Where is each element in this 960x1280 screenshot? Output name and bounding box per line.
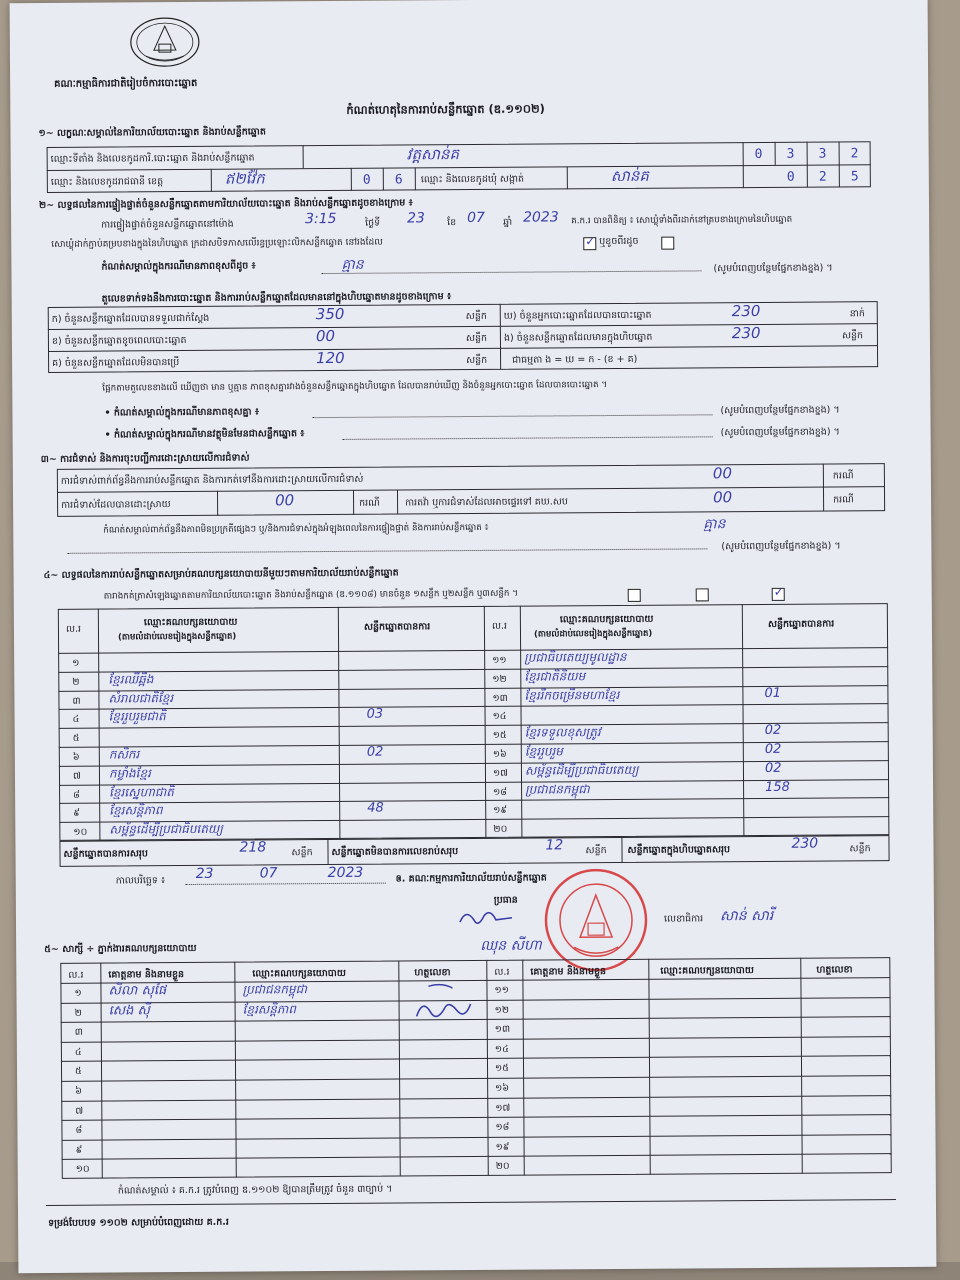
row-number: ៦ — [72, 751, 80, 763]
witness-signature-icon — [408, 980, 478, 1026]
total-invalid-value: 12 — [545, 837, 564, 854]
commune-code-2: 2 — [818, 169, 827, 185]
row-number: ៩ — [73, 808, 81, 820]
resolved-label: ការជំទាស់ដែលបានដោះស្រាយ — [61, 499, 171, 511]
objection-label: ការជំទាស់ពាក់ព័ន្ធនឹងការរាប់សន្លឹកឆ្នោត និងការកត់ទៅនឹងការដោះស្រាយលើការជំទាស់ — [60, 473, 364, 487]
province-code-2: 6 — [394, 172, 403, 188]
row-number: ១២ — [492, 673, 507, 685]
row-number: ២០ — [493, 823, 508, 836]
row-number: ១០ — [73, 826, 88, 838]
row-number: ១៧ — [495, 1102, 511, 1114]
location-code-2: 3 — [786, 146, 795, 162]
transferred-label: ការតវ៉ា ឬការជំទាស់ដែលអាចផ្ទេរទៅ គឃ.សប — [405, 496, 568, 509]
two-sheet-checkbox[interactable] — [696, 588, 709, 601]
province-value: ឥ២វ៉ែក — [224, 169, 265, 188]
discrepancy-line: ផ្អែកតាមតួលេខខាងលើ ឃើញថា មាន ឬគ្មាន ភាពខុសគ្នារវាងចំនួនសន្លឹកឆ្នោតក្នុងហិបឆ្នោត ដែលបានរាប់ឃើញ និងចំនួនអ្នកបោះឆ្នោត ដែលបានបោះឆ្នោត ។ — [102, 380, 608, 394]
unused-value: 120 — [316, 348, 345, 368]
form-paper — [10, 0, 937, 1273]
row-number: ២ — [72, 676, 80, 688]
results-col-no-right: ល.រ — [491, 620, 508, 632]
results-col-party-sub-right: (តាមលំដាប់លេខរៀងក្នុងសន្លឹកឆ្នោត) — [533, 628, 653, 640]
location-value: វត្តសាន់គ — [406, 145, 460, 164]
party-name: ខ្មែរទទួលខុសត្រូវ — [524, 725, 601, 740]
footnote: កំណត់សម្គាល់ ៖ គ.ក.រ ត្រូវបំពេញ ឌ.១១០២ ឱ្យបានត្រឹមត្រូវ ចំនួន ៣ច្បាប់ ។ — [117, 1183, 393, 1197]
row-number: ៣ — [74, 1026, 83, 1038]
tally-intro: តារាងកត់ត្រាសំឡេងឆ្នោតតាមការិយាល័យបោះឆ្នោត និងរាប់សន្លឹកឆ្នោត (ឌ.១១០៨) មានចំនួន ១សន្លឹក ឬ២សន្លឹក ឬ៣សន្លឹក ។ — [103, 588, 519, 602]
diff-note-value: គ្មាន — [341, 256, 364, 273]
transferred-value: 00 — [712, 488, 733, 507]
verify-year: 2023 — [523, 209, 559, 226]
fill-hint-3: (សូមបំពេញបន្ថែមផ្នែកខាងខ្នង) ។ — [720, 426, 840, 439]
row-number: ១១ — [494, 984, 509, 996]
secretary-label: លេខាធិការ — [663, 913, 704, 925]
chair-label: ប្រធាន — [493, 894, 518, 906]
date-day: 23 — [195, 865, 214, 882]
party-votes: 158 — [765, 779, 790, 795]
verify-month-label: ខែ — [447, 217, 457, 229]
committee-label: ឲ. គណៈកម្មការការិយាល័យរាប់សន្លឹកឆ្នោត — [395, 872, 547, 885]
witness-party: ខ្មែរសន្តិភាព — [242, 1001, 296, 1017]
row-number: ១៤ — [494, 1043, 509, 1055]
row-number: ១៣ — [494, 1023, 511, 1036]
row-number: ១៦ — [495, 1082, 510, 1094]
voters-unit: នាក់ — [849, 308, 865, 320]
row-number: ៩ — [75, 1144, 83, 1156]
received-label: ក) ចំនួនសន្លឹកឆ្នោតដែលបានទទួលជាក់ស្តែង — [51, 312, 210, 325]
witness-col-party-left: ឈ្មោះគណបក្សនយោបាយ — [252, 967, 346, 980]
row-number: ៤ — [74, 1046, 82, 1058]
resolved-value: 00 — [274, 491, 295, 510]
row-number: ១៨ — [495, 1121, 510, 1134]
in-box-unit: សន្លឹក — [841, 330, 864, 342]
official-seal-icon — [534, 867, 659, 974]
irregularity-note-value: គ្មាន — [703, 516, 726, 533]
form-title: កំណត់ហេតុនៃការរាប់សន្លឹកឆ្នោត (ឌ.១១០២) — [346, 101, 545, 117]
witness-col-name-left: គោត្តនាម និងនាមខ្លួន — [108, 969, 185, 981]
row-number: ៨ — [75, 1124, 83, 1136]
party-votes: 02 — [764, 723, 782, 739]
or-broken-label: ឬខូចពីរដូច — [599, 235, 639, 248]
row-number: ៥ — [72, 732, 80, 744]
results-totals — [59, 835, 889, 867]
total-box-unit: សន្លឹក — [849, 843, 871, 855]
secretary-name: សាន់ សារី — [719, 907, 774, 925]
spoiled-label: ខ) ចំនួនសន្លឹកឆ្នោតខូចពេលបោះឆ្នោត — [51, 334, 187, 347]
row-number: ១ — [74, 987, 82, 999]
row-number: ១០ — [75, 1164, 90, 1176]
section2-title: ២~ លទ្ធផលនៃការផ្ទៀងផ្ទាត់ចំនួនសន្លឹកឆ្នោតតាមការិយាល័យបោះឆ្នោត និងរាប់សន្លឹកឆ្នោតដូចខាងក្រោម ៖ — [38, 197, 413, 212]
verify-month: 07 — [467, 209, 485, 227]
witness-col-no-left: ល.រ — [68, 969, 84, 981]
section1-title: ១~ លក្ខណៈសម្គាល់នៃការិយាល័យបោះឆ្នោត និងរាប់សន្លឹកឆ្នោត — [38, 126, 266, 140]
in-box-label: ង) ចំនួនសន្លឹកឆ្នោតដែលមានក្នុងហិបឆ្នោត — [503, 331, 653, 344]
irregularity-note-label: កំណត់សម្គាល់ពាក់ព័ន្ធនឹងភាពមិនប្រក្រតីផ្សេងៗ ឬ/និងការជំទាស់ក្នុងអំឡុងពេលនៃការផ្ទៀងផ្ទាត់ និងការរាប់សន្លឹកឆ្នោត ៖ — [103, 522, 489, 536]
party-name: ខ្មែររួបរួមជាតិ — [108, 709, 166, 724]
location-code-3: 3 — [818, 146, 827, 162]
row-number: ១៩ — [495, 1141, 510, 1153]
row-number: ១៥ — [492, 729, 507, 742]
party-name: ខ្មែររួបរួម — [524, 744, 563, 759]
party-votes: 01 — [764, 685, 782, 701]
witness-name: សិលា សុផៃ — [108, 983, 167, 999]
received-value: 350 — [315, 304, 345, 324]
total-invalid-unit: សន្លឹក — [585, 845, 607, 857]
party-name: កម្លាំងខ្មែរ — [108, 766, 151, 781]
party-votes: 48 — [367, 801, 384, 817]
party-name: ខ្មែរសន្តិភាព — [109, 803, 163, 818]
results-col-votes-right: សន្លឹកឆ្នោតបានការ — [767, 618, 835, 630]
fill-hint-4: (សូមបំពេញបន្ថែមផ្នែកខាងខ្នង) ។ — [721, 540, 841, 553]
chair-name: ឈុន សីហា — [480, 937, 542, 954]
row-number: ៨ — [73, 789, 80, 801]
objection-value: 00 — [712, 464, 733, 483]
row-number: ១៩ — [493, 805, 508, 817]
verify-day: 23 — [407, 210, 425, 227]
row-number: ៧ — [75, 1105, 84, 1117]
section5-title: ៥~ សាក្សី ÷ ភ្នាក់ងារគណបក្សនយោបាយ — [44, 942, 197, 956]
party-votes: 02 — [764, 760, 782, 776]
total-invalid-label: សន្លឹកឆ្នោតមិនបានការលេខរាប់សរុប — [331, 846, 459, 858]
row-number: ១៥ — [494, 1063, 509, 1075]
row-number: ៧ — [72, 770, 81, 782]
location-code-4: 2 — [850, 146, 859, 162]
row-number: ៤ — [72, 714, 80, 726]
broken-checkbox[interactable] — [661, 237, 674, 250]
party-votes: 02 — [366, 744, 384, 760]
fill-hint-2: (សូមបំពេញបន្ថែមផ្នែកខាងខ្នង) ។ — [720, 404, 840, 417]
results-col-votes-left: សន្លឹកឆ្នោតបានការ — [363, 621, 431, 633]
party-name: សម្ព័ន្ធដើម្បីប្រជាធិបតេយ្យ — [524, 762, 639, 778]
results-col-no-left: ល.រ — [65, 623, 82, 635]
party-name: ខ្មែររីកចម្រើនមហាខ្មែរ — [524, 687, 620, 703]
row-number: ១៣ — [492, 692, 508, 704]
received-unit: សន្លឹក — [465, 310, 487, 323]
section3-title: ៣~ ការជំទាស់ និងការចុះបញ្ជីការដោះស្រាយលើការជំទាស់ — [40, 452, 250, 466]
party-name: កសិករ — [108, 747, 140, 762]
party-name: ប្រជាជនកម្ពុជា — [525, 781, 590, 797]
verify-line2: សោឃ្លុំដាក់ភ្ជាប់គម្របខាងក្នុងនៃហិបឆ្នោត ក្រដាសបិទភាសលើរន្ធប្រឡោះលិកសន្លឹកឆ្នោត នៅរងដែល — [51, 237, 383, 250]
verify-day-label: ថ្ងៃទី — [365, 217, 381, 229]
date-year: 2023 — [327, 864, 364, 882]
province-label: ឈ្មោះ និងលេខកូដរាជធានី ខេត្ត — [50, 176, 164, 188]
row-number: ៣ — [72, 695, 81, 707]
party-name: សម្ព័ន្ធដើម្បីប្រជាធិបតេយ្យ — [109, 821, 223, 837]
row-number: ១៤ — [492, 711, 507, 723]
section4-title: ៤~ លទ្ធផលនៃការរាប់សន្លឹកឆ្នោតសម្រាប់គណបក្សនយោបាយនីមួយៗតាមការិយាល័យរាប់សន្លឹកឆ្នោត — [43, 567, 399, 581]
witness-name: សេង ស៊ី — [108, 1002, 150, 1019]
discrepancy-note: • កំណត់សម្គាល់ក្នុងករណីមានភាពខុសគ្នា ៖ — [104, 406, 260, 419]
province-code-1: 0 — [362, 172, 371, 188]
total-valid-label: សន្លឹកឆ្នោតបានការសរុប — [63, 848, 148, 860]
formula: ជាធម្មតា ង = ឃ = ក - (ខ + គ) — [512, 353, 638, 366]
unused-label: គ) ចំនួនសន្លឹកឆ្នោតដែលមិនបានប្រើ — [52, 357, 180, 369]
party-votes: 02 — [764, 741, 782, 757]
total-valid-unit: សន្លឹក — [291, 847, 313, 859]
results-col-party-left: ឈ្មោះគណបក្សនយោបាយ — [143, 616, 238, 629]
voters-value: 230 — [731, 301, 761, 321]
witness-col-sign-left: ហត្ថលេខា — [414, 967, 451, 979]
verify-line1-rest: គ.ក.រ បានពិនិត្យ ៖ សោឃ្លុំទាំងពីរដាក់នៅគ្របខាងក្រោមនៃហិបឆ្នោត — [571, 214, 793, 227]
party-name: ខ្មែរជាតិនិយម — [524, 669, 586, 684]
party-name: ខ្មែរស្នេហាជាតិ — [109, 784, 174, 800]
chair-signature-icon — [456, 906, 516, 932]
spoiled-unit: សន្លឹក — [465, 332, 488, 345]
org-name: គណៈកម្មាធិការជាតិរៀបចំការបោះឆ្នោត — [54, 77, 198, 90]
row-number: ១២ — [494, 1004, 510, 1016]
row-number: ១១ — [492, 654, 507, 666]
party-name: សំរាលជាតិខ្មែរ — [108, 690, 174, 706]
total-box-value: 230 — [791, 835, 819, 852]
witness-col-name-right: គោត្តនាម និងនាមខ្លួន — [530, 966, 607, 978]
total-box-label: សន្លឹកឆ្នោតក្នុងហិបឆ្នោតសរុប — [627, 844, 731, 856]
results-col-party-sub-left: (តាមលំដាប់លេខរៀងក្នុងសន្លឹកឆ្នោត) — [117, 631, 237, 643]
row-number: ១ — [72, 657, 80, 669]
verify-time: 3:15 — [305, 210, 337, 228]
row-number: ១៦ — [492, 748, 507, 760]
three-sheet-checkbox[interactable] — [772, 588, 785, 601]
commune-code-1: 0 — [786, 169, 795, 185]
fill-hint-1: (សូមបំពេញបន្ថែមផ្នែកខាងខ្នង) ។ — [713, 262, 833, 275]
party-name: ខ្មែរឈឺឆ្អឹង — [108, 672, 154, 687]
form-footer: ទម្រង់បែបបទ ១១០២ សម្រាប់បំពេញដោយ គ.ក.រ — [48, 1216, 229, 1229]
witness-party: ប្រជាជនកម្ពុជា — [242, 982, 308, 997]
one-sheet-checkbox[interactable] — [628, 589, 641, 602]
results-col-party-right: ឈ្មោះគណបក្សនយោបាយ — [559, 613, 654, 626]
party-name: ប្រជាធិបតេយ្យមូលដ្ឋាន — [524, 649, 627, 665]
location-code-1: 0 — [754, 146, 763, 163]
commune-label: ឈ្មោះ និងលេខកូដឃុំ សង្កាត់ — [420, 173, 525, 186]
location-label: ឈ្មោះទីតាំង និងលេខកូដការិ.បោះឆ្នោត និងរាប់សន្លឹកឆ្នោត — [50, 152, 255, 165]
witness-col-sign-right: ហត្ថលេខា — [816, 964, 853, 976]
in-box-value: 230 — [731, 323, 761, 343]
row-number: ២០ — [495, 1161, 510, 1173]
verify-year-label: ឆ្នាំ — [503, 216, 513, 228]
diff-note-label: កំណត់សម្គាល់ក្នុងករណីមានភាពខុសពីដូច ៖ — [101, 260, 256, 273]
spoiled-value: 00 — [315, 326, 336, 346]
date-month: 07 — [259, 865, 278, 882]
verify-time-label: ការផ្ទៀងផ្ទាត់ចំនួនសន្លឹកឆ្នោតនៅម៉ោង — [101, 218, 234, 231]
date-label: កាលបរិច្ឆេទ ៖ — [115, 875, 166, 887]
figures-intro: តួលេខទាក់ទងនឹងការបោះឆ្នោត និងការរាប់សន្លឹកឆ្នោតដែលមាននៅក្នុងហិបឆ្នោតមានដូចខាងក្រោម ៖ — [101, 291, 452, 305]
witness-col-no-right: ល.រ — [494, 966, 510, 978]
row-number: ២ — [74, 1007, 82, 1019]
row-number: ១៨ — [493, 786, 508, 798]
objection-unit: ករណី — [832, 470, 854, 482]
resolved-unit: ករណី — [359, 497, 380, 509]
unused-unit: សន្លឹក — [466, 354, 488, 367]
transferred-unit: ករណី — [833, 494, 854, 506]
voters-label: ឃ) ចំនួនអ្នកបោះឆ្នោតដែលបានបោះឆ្នោត — [503, 309, 652, 322]
total-valid-value: 218 — [239, 839, 267, 856]
intact-checkbox[interactable] — [583, 237, 596, 250]
row-number: ១៧ — [492, 767, 508, 779]
row-number: ៥ — [75, 1066, 82, 1078]
party-votes: 03 — [366, 707, 384, 723]
foreign-object-note: • កំណត់សម្គាល់ក្នុងករណីមានវត្ថុមិនមែនជាសន្លឹកឆ្នោត ៖ — [104, 428, 305, 441]
nec-emblem-icon — [128, 16, 202, 69]
witness-col-party-right: ឈ្មោះគណបក្សនយោបាយ — [660, 965, 754, 977]
commune-code-3: 5 — [850, 169, 859, 185]
commune-value: សាន់គ — [610, 166, 649, 186]
row-number: ៦ — [75, 1085, 82, 1097]
